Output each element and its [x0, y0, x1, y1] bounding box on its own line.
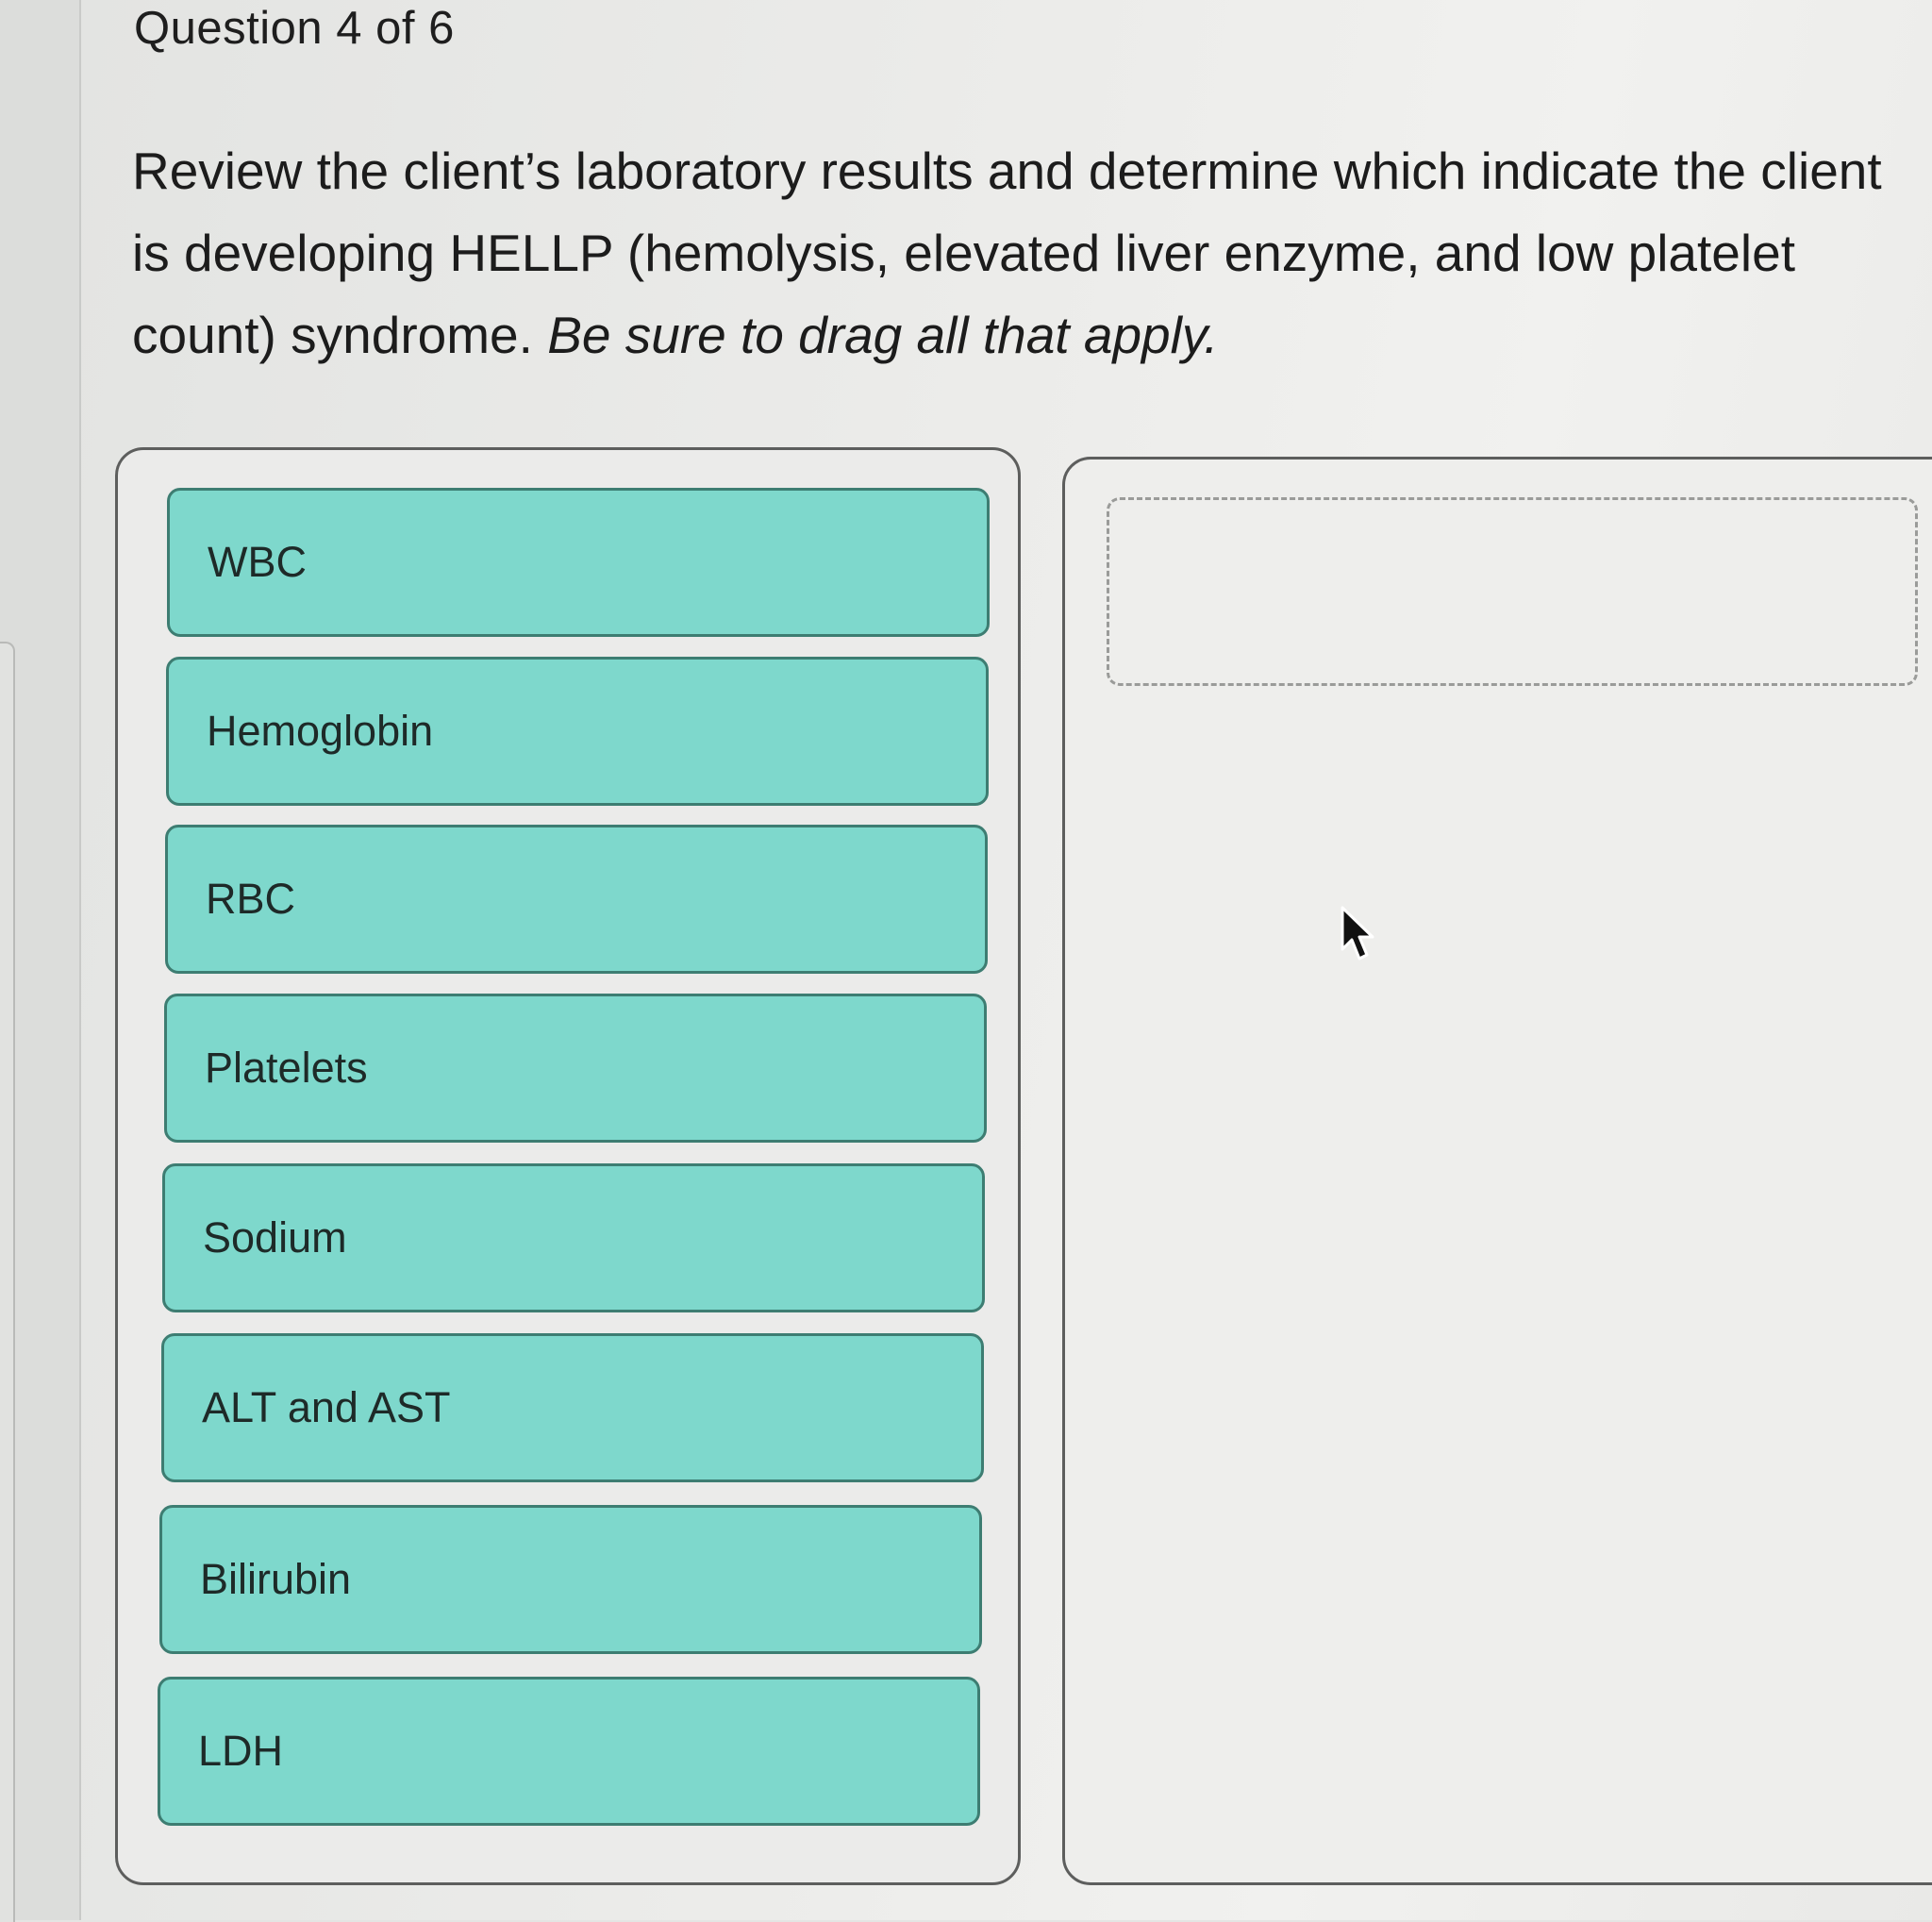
drop-zone[interactable] [1107, 497, 1918, 686]
drag-item-label: Bilirubin [200, 1555, 352, 1603]
drag-item-bilirubin[interactable] [159, 1505, 982, 1654]
drag-item-rbc[interactable] [165, 825, 988, 974]
drag-item-alt-ast[interactable] [161, 1333, 984, 1482]
page-left-margin [0, 0, 81, 1920]
drag-target-panel [1062, 457, 1932, 1885]
drag-item-sodium[interactable] [162, 1163, 985, 1312]
drag-item-hemoglobin[interactable] [166, 657, 989, 806]
drag-item-label: LDH [198, 1727, 284, 1775]
drag-item-label: Platelets [205, 1044, 368, 1092]
mouse-pointer-icon [1340, 906, 1377, 964]
drag-item-ldh[interactable] [158, 1677, 980, 1826]
question-counter: Question 4 of 6 [134, 3, 455, 54]
drag-item-wbc[interactable] [167, 488, 990, 637]
question-prompt-instruction: Be sure to drag all that apply. [547, 306, 1219, 364]
drag-item-label: Sodium [203, 1213, 347, 1262]
drag-item-label: WBC [208, 538, 307, 586]
sidebar-edge [0, 642, 15, 1922]
drag-item-label: RBC [206, 875, 296, 923]
drag-source-panel [115, 447, 1021, 1885]
drag-item-label: Hemoglobin [207, 707, 434, 755]
drag-item-platelets[interactable] [164, 994, 987, 1143]
question-prompt [132, 130, 1906, 376]
drag-item-label: ALT and AST [202, 1383, 451, 1431]
question-prompt-main: Review the client’s laboratory results and determine which indicate the client is developing HELLP (hemolysis, elevated liver enzyme, and low platelet count) syndrome. [132, 142, 1882, 364]
